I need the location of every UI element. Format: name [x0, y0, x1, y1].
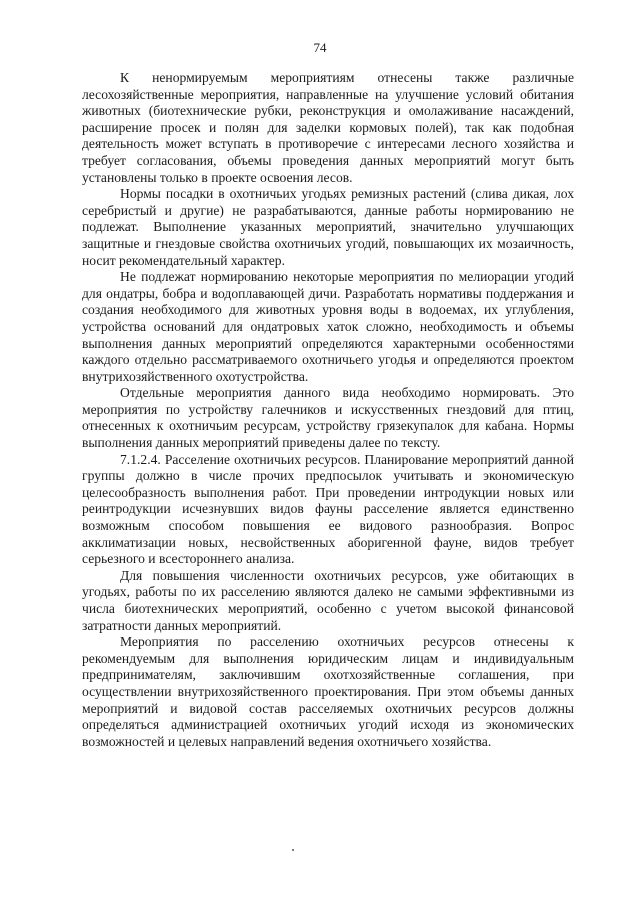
- paragraph-4: Отдельные мероприятия данного вида необходимо нормировать. Это мероприятия по устройству галечников и искусственных гнездовий для птиц, отнесенных к охотничьим ресурсам, устройству грязекупалок для кабана. Нормы выполнения данных мероприятий приведены далее по тексту.: [82, 385, 574, 451]
- paragraph-2: Нормы посадки в охотничьих угодьях ремизных растений (слива дикая, лох серебристый и другие) не разрабатываются, данные работы нормированию не подлежат. Выполнение указанных мероприятий, значительно улучшающих защитные и гнездовые свойства охотничьих угодий, повышающих их мозаичность, носит рекомендательный характер.: [82, 186, 574, 268]
- paragraph-3: Не подлежат нормированию некоторые мероприятия по мелиорации угодий для ондатры, бобра и водоплавающей дичи. Разработать нормативы поддержания и создания необходимого для животных уровня воды в водоемах, их углубления, устройства оснований для ондатровых хаток сложно, необходимость и объемы выполнения данных мероприятий определяются характерными особенностями каждого отдельно рассматриваемого охотничьего угодья и определяются проектом внутрихозяйственного охотустройства.: [82, 269, 574, 384]
- document-body: [82, 70, 574, 750]
- paragraph-6: Для повышения численности охотничьих ресурсов, уже обитающих в угодьях, работы по их расселению являются далеко не самыми эффективными из числа биотехнических мероприятий, особенно с учетом высокой финансовой затратности данных мероприятий.: [82, 567, 574, 633]
- page-number: 74: [313, 40, 327, 55]
- paragraph-5: 7.1.2.4. Расселение охотничьих ресурсов. Планирование мероприятий данной группы должно в числе прочих предпосылок учитывать и экономическую целесообразность выполнения работ. При проведении интродукции новых или реинтродукции исчезнувших видов фауны расселение является единственно возможным способом повышения ее видового разнообразия. Вопрос акклиматизации новых, несвойственных аборигенной фауне, видов требует серьезного и всестороннего анализа.: [82, 451, 574, 567]
- paragraph-1: К ненормируемым мероприятиям отнесены также различные лесохозяйственные мероприятия, направленные на улучшение условий обитания животных (биотехнические рубки, реконструкция и омолаживание насаждений, расширение просек и полян для заделки кормовых полей), так как подобная деятельность может вступать в противоречие с интересами лесного хозяйства и требует согласования, объемы проведения данных мероприятий могут быть установлены только в проекте освоения лесов.: [82, 70, 574, 185]
- paragraph-7: Мероприятия по расселению охотничьих ресурсов отнесены к рекомендуемым для выполнения юридическим лицам и индивидуальным предпринимателям, заключившим охотхозяйственные соглашения, при осуществлении внутрихозяйственного проектирования. При этом объемы данных мероприятий и видовой состав расселяемых охотничьих ресурсов должны определяться администрацией охотничьих угодий исходя из экономических возможностей и целевых направлений ведения охотничьего хозяйства.: [82, 634, 574, 749]
- scan-speck: [292, 849, 294, 851]
